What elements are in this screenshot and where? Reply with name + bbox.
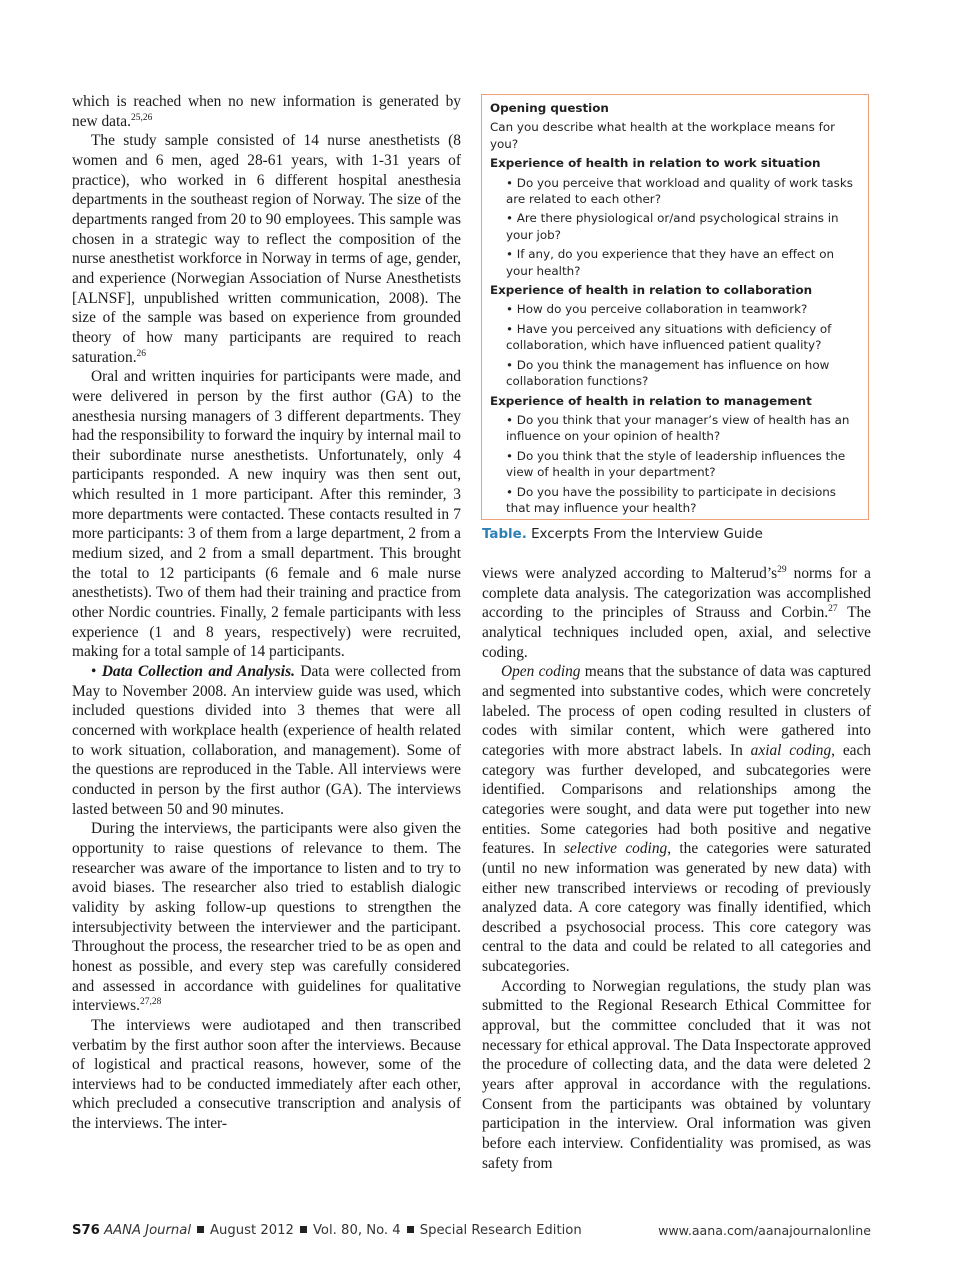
body-paragraph: During the interviews, the participants were also given the opportunity to raise questions of relevance to them. The researcher was aware of the importance to listen and to try to avoid biases. The researcher also tried to establish dialogic validity by asking follow-up questions to strengthen the intersubjectivity between the interviewer and the participant. Throughout the process, the researcher tried to be as open and honest as possible, and every step was carefully considered and assessed in accordance with guidelines for qualitative interviews.$^{27,28}$ bbox=[72, 820, 461, 1015]
table-item: • Are there physiological or/and psychological strains in your job? bbox=[506, 210, 860, 243]
section-heading-collaboration: Experience of health in relation to collaboration bbox=[490, 283, 813, 298]
table-item: • Do you think that the style of leadership influences the view of health in your department? bbox=[506, 448, 860, 481]
journal-name: AANA Journal bbox=[104, 1223, 192, 1238]
section-heading-work: Experience of health in relation to work situation bbox=[490, 156, 821, 171]
interview-guide-table bbox=[481, 94, 869, 520]
body-paragraph: views were analyzed according to $Malterud’s^{29}$ norms for a complete data analysis. The categorization was accomplished according to the principles of Strauss and Corbin.$^{27}$ The analytical techniques included open, axial, and selective coding. bbox=[482, 565, 872, 661]
citation: 27 bbox=[828, 604, 838, 615]
table-item: • If any, do you experience that they have an effect on your health? bbox=[506, 246, 860, 279]
table-item: • Have you perceived any situations with deficiency of collaboration, which have influenced patient quality? bbox=[506, 321, 860, 354]
journal-url[interactable]: www.aana.com/aanajournalonline bbox=[658, 1223, 871, 1238]
opening-question: Can you describe what health at the workplace means for you? bbox=[490, 120, 835, 151]
body-paragraph: The study sample consisted of 14 nurse anesthetists (8 women and 6 men, aged 28-61 years, with 1-31 years of practice), who worked in 6 different hospital anesthesia departments in the southeast region of Norway. The size of the departments ranged from 20 to 90 employees. This sample was chosen in a strategic way to reflect the composition of the nurse anesthetist workforce in Norway in terms of age, gender, and experience (Norwegian Association of Nurse Anesthetists [ALNSF], unpublished written communication, 2008). The size of the sample was based on experience from grounded theory of how many participants are required to reach saturation.$^{26}$ bbox=[72, 132, 461, 366]
table-item: • Do you have the possibility to participate in decisions that may influence your health? bbox=[506, 484, 860, 517]
citation: 26 bbox=[136, 348, 147, 359]
section-heading-management: Experience of health in relation to management bbox=[490, 393, 812, 408]
section-heading: Data Collection and Analysis. bbox=[101, 663, 295, 681]
citation: 29 bbox=[777, 565, 787, 575]
edition: Special Research Edition bbox=[419, 1223, 582, 1238]
table-item: • How do you perceive collaboration in teamwork? bbox=[506, 301, 860, 317]
separator-square-icon bbox=[197, 1226, 204, 1233]
citation: 25,26 bbox=[130, 112, 153, 123]
page-footer bbox=[72, 1223, 582, 1238]
left-column bbox=[72, 92, 461, 1134]
separator-square-icon bbox=[407, 1226, 414, 1233]
body-paragraph: which is reached when no new information is generated by new data.$^{25,26}$ bbox=[72, 93, 461, 130]
term-selective-coding: selective coding bbox=[564, 840, 668, 858]
body-paragraph: • Data Collection and Analysis. Data were collected from May to November 2008. An interview guide was used, which included questions divided into 3 themes that were all concerned with workplace health (experience of health related to work situation, collaboration, and management). Some of the questions are reproduced in the Table. All interviews were conducted in person by the first author (GA). The interviews lasted between 50 and 90 minutes. bbox=[72, 663, 461, 818]
table-item: • Do you think the management has influence on how collaboration functions? bbox=[506, 357, 860, 390]
right-column bbox=[482, 564, 871, 1173]
issue-date: August 2012 bbox=[210, 1223, 294, 1238]
body-paragraph: The interviews were audiotaped and then transcribed verbatim by the first author soon after the interviews. Because of logistical and practical reasons, however, some of the interviews had to be conducted immediately after each other, which precluded a consecutive transcription and analysis of the interviews. The inter- bbox=[72, 1016, 461, 1133]
table-caption-label: Table. bbox=[482, 527, 527, 542]
citation: 27,28 bbox=[139, 997, 162, 1008]
table-item: • Do you think that your manager’s view of health has an influence on your opinion of health? bbox=[506, 412, 860, 445]
table-item: • Do you perceive that workload and quality of work tasks are related to each other? bbox=[506, 175, 860, 208]
term-axial-coding: axial coding bbox=[750, 741, 832, 759]
separator-square-icon bbox=[300, 1226, 307, 1233]
term-open-coding: Open coding bbox=[501, 663, 581, 681]
opening-question-heading: Opening question bbox=[490, 101, 609, 115]
page-number: S76 bbox=[72, 1223, 100, 1238]
table-caption-text: Excerpts From the Interview Guide bbox=[531, 527, 763, 542]
body-paragraph: According to Norwegian regulations, the study plan was submitted to the Regional Research Ethical Committee for approval, but the committee concluded that it was not necessary for ethical approval. The Data Inspectorate approved the procedure of collecting data, and the data were deleted 2 years after approval in accordance with the regulations. Consent from the participants was obtained by voluntary participation in the interview. Oral information was given before each interview. Confidentiality was promised, as was safety from bbox=[482, 977, 871, 1172]
body-paragraph: Open coding means that the substance of data was captured and segmented into substantive codes, which were concretely labeled. The process of open coding resulted in clusters of codes with similar content, which were gathered into categories with more abstract labels. In axial coding, each category was further developed, and subcategories were identified. Comparisons and relationships among the categories were sought, and data were put together into new entities. Some categories had both positive and negative features. In selective coding, the categories were saturated (until no new information was generated by new data) with either new transcribed interviews or recoding of previously analyzed data. A core category was finally identified, which described a psychosocial process. This core category was central to the data and could be related to all categories and subcategories. bbox=[482, 663, 872, 976]
table-caption bbox=[482, 527, 763, 542]
body-paragraph: Oral and written inquiries for participants were made, and were delivered in person by the first author (GA) to the anesthesia nursing managers of 3 different departments. They had the responsibility to forward the inquiry by internal mail to their subordinate nurse anesthetists. Unfortunately, only 4 participants responded. A new inquiry was then sent out, which resulted in 1 more participant. After this reminder, 3 more departments were contacted. These contacts resulted in 7 more participants: 3 of them from a large department, 2 from a medium sized, and 2 from a small department. This brought the total to 12 participants (6 female and 6 male nurse anesthetists). Two of them had their training and practice from other Nordic countries. Finally, 2 female participants with less experience (1 and 8 years, respectively) were recruited, making for a total sample of 14 participants. bbox=[72, 368, 461, 661]
volume: Vol. 80, No. 4 bbox=[312, 1223, 401, 1238]
